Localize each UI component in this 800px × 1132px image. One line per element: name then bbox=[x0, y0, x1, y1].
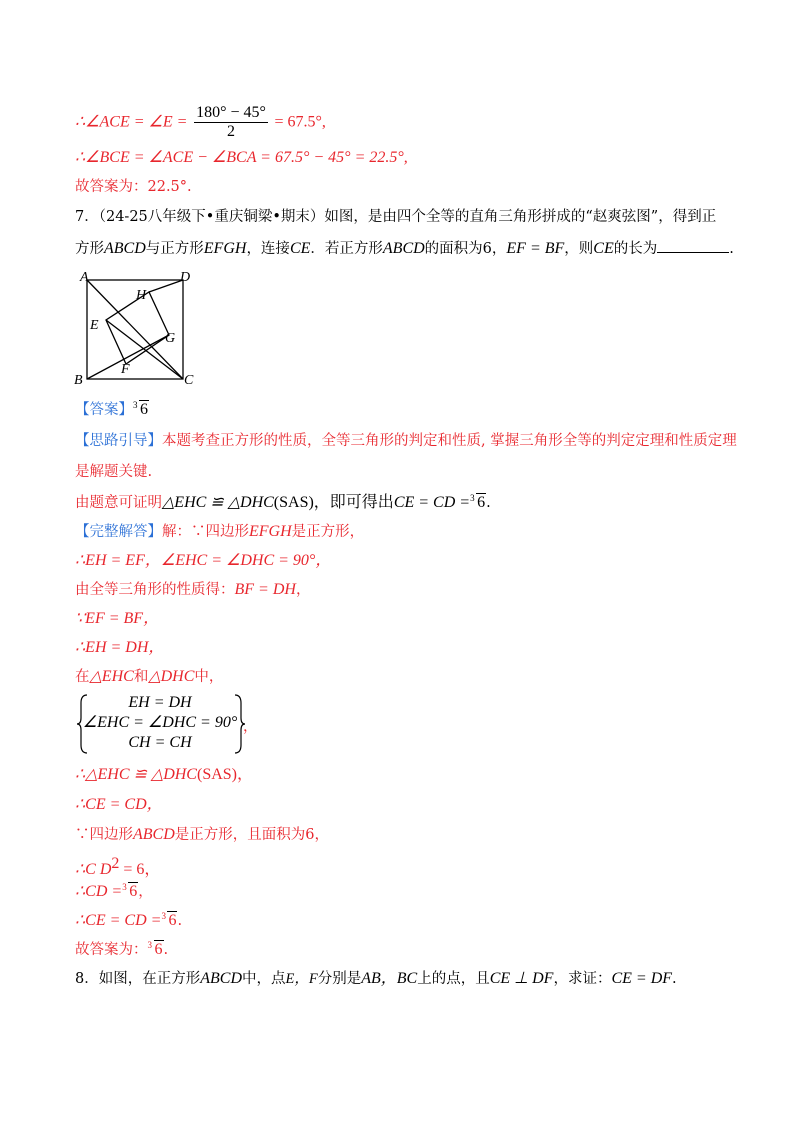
q7-t9: 的面积为6， bbox=[424, 241, 507, 257]
q7-t14: . bbox=[729, 241, 734, 257]
label-e: E bbox=[90, 318, 99, 333]
s12-b: 6 bbox=[154, 941, 163, 958]
s9-exp: 2 bbox=[111, 855, 120, 872]
cube-root-6-s10: 3 6 bbox=[122, 882, 138, 900]
idea-text1: 本题考查正方形的性质，全等三角形的判定和性质, 掌握三角形全等的判定定理和性质定理 bbox=[162, 433, 737, 449]
s8-a: ∵四边形 bbox=[75, 827, 133, 843]
s5-e: 中， bbox=[194, 669, 224, 685]
q7-line2 bbox=[75, 238, 734, 259]
label-h: H bbox=[136, 288, 147, 303]
q8-j: CE = DF bbox=[611, 970, 673, 987]
s11-b: 6 bbox=[168, 912, 177, 929]
sol7-s9 bbox=[75, 854, 160, 880]
s5-d: △DHC bbox=[148, 668, 195, 685]
q8-line bbox=[75, 969, 677, 989]
q7-t7: ．若正方形 bbox=[310, 241, 383, 257]
s10-c: ， bbox=[138, 884, 153, 900]
q7-t10: EF = BF bbox=[506, 240, 565, 257]
answer-blank[interactable] bbox=[657, 238, 729, 253]
idea3-f: . bbox=[486, 495, 491, 511]
q8-b: ABCD bbox=[200, 970, 243, 987]
full1-a: 解：∵四边形 bbox=[162, 524, 249, 540]
sol7-s10 bbox=[75, 882, 153, 902]
sec6-fraction bbox=[194, 104, 268, 141]
sec6-answer bbox=[75, 177, 192, 197]
idea-text2: 是解题关键. bbox=[75, 464, 153, 480]
q7-t5: ，连接 bbox=[246, 241, 290, 257]
idea3-e: 6 bbox=[477, 494, 486, 511]
q7-t8: ABCD bbox=[382, 240, 425, 257]
sol7-s1 bbox=[75, 551, 331, 571]
s8-c: 是正方形，且面积为6， bbox=[174, 827, 330, 843]
idea3-d: CE = CD = bbox=[393, 494, 471, 511]
idea3-a: 由题意可证明 bbox=[75, 495, 162, 511]
sol7-answer-line bbox=[75, 400, 149, 420]
q7-stem-line1: 7．（24-25八年级下•重庆铜梁•期末）如图，是由四个全等的直角三角形拼成的“赵爽弦图”，得到正 bbox=[75, 209, 717, 225]
segment-ac bbox=[87, 280, 183, 379]
q8-d: E，F bbox=[285, 971, 318, 987]
s2-b: BF = DH bbox=[234, 581, 296, 598]
s4-text: ∴EH = DH， bbox=[75, 639, 165, 656]
sol7-s11 bbox=[75, 911, 182, 931]
sec6-line2 bbox=[75, 148, 408, 168]
idea3-c: (SAS)，即可得出 bbox=[273, 494, 394, 511]
q8-e: 分别是 bbox=[317, 971, 362, 987]
label-f: F bbox=[121, 362, 130, 377]
sec6-line1 bbox=[75, 104, 326, 141]
q7-line1 bbox=[75, 207, 716, 227]
q8-h: CE ⊥ DF bbox=[489, 970, 554, 987]
s5-b: △EHC bbox=[89, 668, 134, 685]
sec6-eq2: ∴∠BCE = ∠ACE − ∠BCA = 67.5° − 45° = 22.5°, bbox=[75, 149, 408, 166]
s2-c: ， bbox=[295, 582, 311, 598]
sol7-idea-line2 bbox=[75, 462, 152, 482]
q8-g: 上的点，且 bbox=[417, 971, 490, 987]
s8-b: ABCD bbox=[133, 826, 175, 843]
segment-ec bbox=[106, 320, 183, 379]
s9-c: = 6， bbox=[119, 860, 161, 878]
sol7-s7 bbox=[75, 795, 163, 815]
equation-system bbox=[75, 693, 258, 755]
label-b: B bbox=[74, 373, 83, 388]
cube-root-6-s12: 3 6 bbox=[147, 940, 163, 958]
s7-text: ∴CE = CD， bbox=[75, 796, 163, 813]
sol7-s2 bbox=[75, 580, 310, 600]
q7-t4: EFGH bbox=[203, 240, 247, 257]
segment-hd bbox=[149, 280, 183, 292]
label-a: A bbox=[80, 270, 89, 285]
answer-value: 6 bbox=[140, 401, 148, 418]
s11-a: ∴CE = CD = bbox=[75, 912, 162, 929]
s6-b: (SAS)， bbox=[196, 766, 253, 783]
label-c: C bbox=[184, 373, 194, 388]
answer-tag: 【答案】 bbox=[75, 402, 133, 418]
sec6-eq1: ∴∠ACE = ∠E = bbox=[75, 113, 188, 131]
s1-text: ∴EH = EF，∠EHC = ∠DHC = 90°， bbox=[75, 552, 332, 569]
s12-a: 故答案为： bbox=[75, 942, 148, 958]
s10-a: ∴CD = bbox=[75, 883, 123, 900]
s5-c: 和 bbox=[133, 669, 149, 685]
q8-f: AB，BC bbox=[361, 970, 418, 987]
q7-t6: CE bbox=[289, 240, 311, 257]
cube-root-6-s11: 3 6 bbox=[161, 911, 177, 929]
cube-root-6: 3 6 bbox=[133, 400, 148, 418]
full1-b: EFGH bbox=[249, 523, 292, 540]
q8-i: ，求证： bbox=[553, 971, 612, 987]
sol7-idea-line1 bbox=[75, 431, 737, 451]
q8-k: . bbox=[672, 971, 677, 987]
label-g: G bbox=[165, 331, 176, 346]
sol7-idea-line3 bbox=[75, 493, 491, 513]
q7-t3: 与正方形 bbox=[145, 241, 204, 257]
sol7-s8 bbox=[75, 825, 329, 845]
s5-a: 在 bbox=[75, 669, 90, 685]
system-comma: ， bbox=[243, 719, 258, 735]
s10-b: 6 bbox=[129, 883, 138, 900]
label-d: D bbox=[180, 270, 191, 285]
full-tag: 【完整解答】 bbox=[75, 524, 162, 540]
q7-t11: ，则 bbox=[564, 241, 594, 257]
s3-text: ∵EF = BF， bbox=[75, 610, 160, 627]
q8-c: 中，点 bbox=[242, 971, 286, 987]
q8-a: 8．如图，在正方形 bbox=[75, 971, 201, 987]
sol7-s4 bbox=[75, 638, 164, 658]
full1-c: 是正方形， bbox=[291, 524, 365, 540]
s12-c: . bbox=[163, 942, 169, 958]
sol7-s5 bbox=[75, 667, 223, 687]
s2-a: 由全等三角形的性质得： bbox=[75, 582, 235, 598]
cube-root-6-idea: 3 6 bbox=[470, 493, 486, 511]
sec6-frac-num: 180° − 45° bbox=[196, 104, 266, 121]
q7-t13: 的长为 bbox=[613, 241, 658, 257]
q7-t1: 方形 bbox=[75, 241, 104, 257]
idea-tag: 【思路引导】 bbox=[75, 433, 162, 449]
system-row3: CH = CH bbox=[128, 734, 192, 751]
s6-a: ∴△EHC ≌ △DHC bbox=[75, 766, 197, 783]
s11-c: . bbox=[177, 913, 183, 929]
sol7-s12 bbox=[75, 940, 168, 960]
idea3-b: △EHC ≌ △DHC bbox=[162, 494, 274, 511]
sec6-eq1-result: = 67.5°, bbox=[274, 113, 326, 131]
sec6-frac-den: 2 bbox=[226, 123, 235, 140]
q7-t12: CE bbox=[593, 240, 614, 257]
sol7-s3 bbox=[75, 609, 159, 629]
s9-a: ∴C D bbox=[75, 860, 112, 878]
q7-t2: ABCD bbox=[104, 240, 146, 257]
system-row2: ∠EHC = ∠DHC = 90° bbox=[82, 714, 238, 731]
sol7-full-line1 bbox=[75, 522, 364, 542]
sol7-s6 bbox=[75, 765, 253, 785]
sec6-answer-text: 故答案为：22.5°. bbox=[75, 179, 192, 195]
zhao-shuang-diagram bbox=[70, 268, 200, 390]
system-row1: EH = DH bbox=[128, 694, 192, 711]
